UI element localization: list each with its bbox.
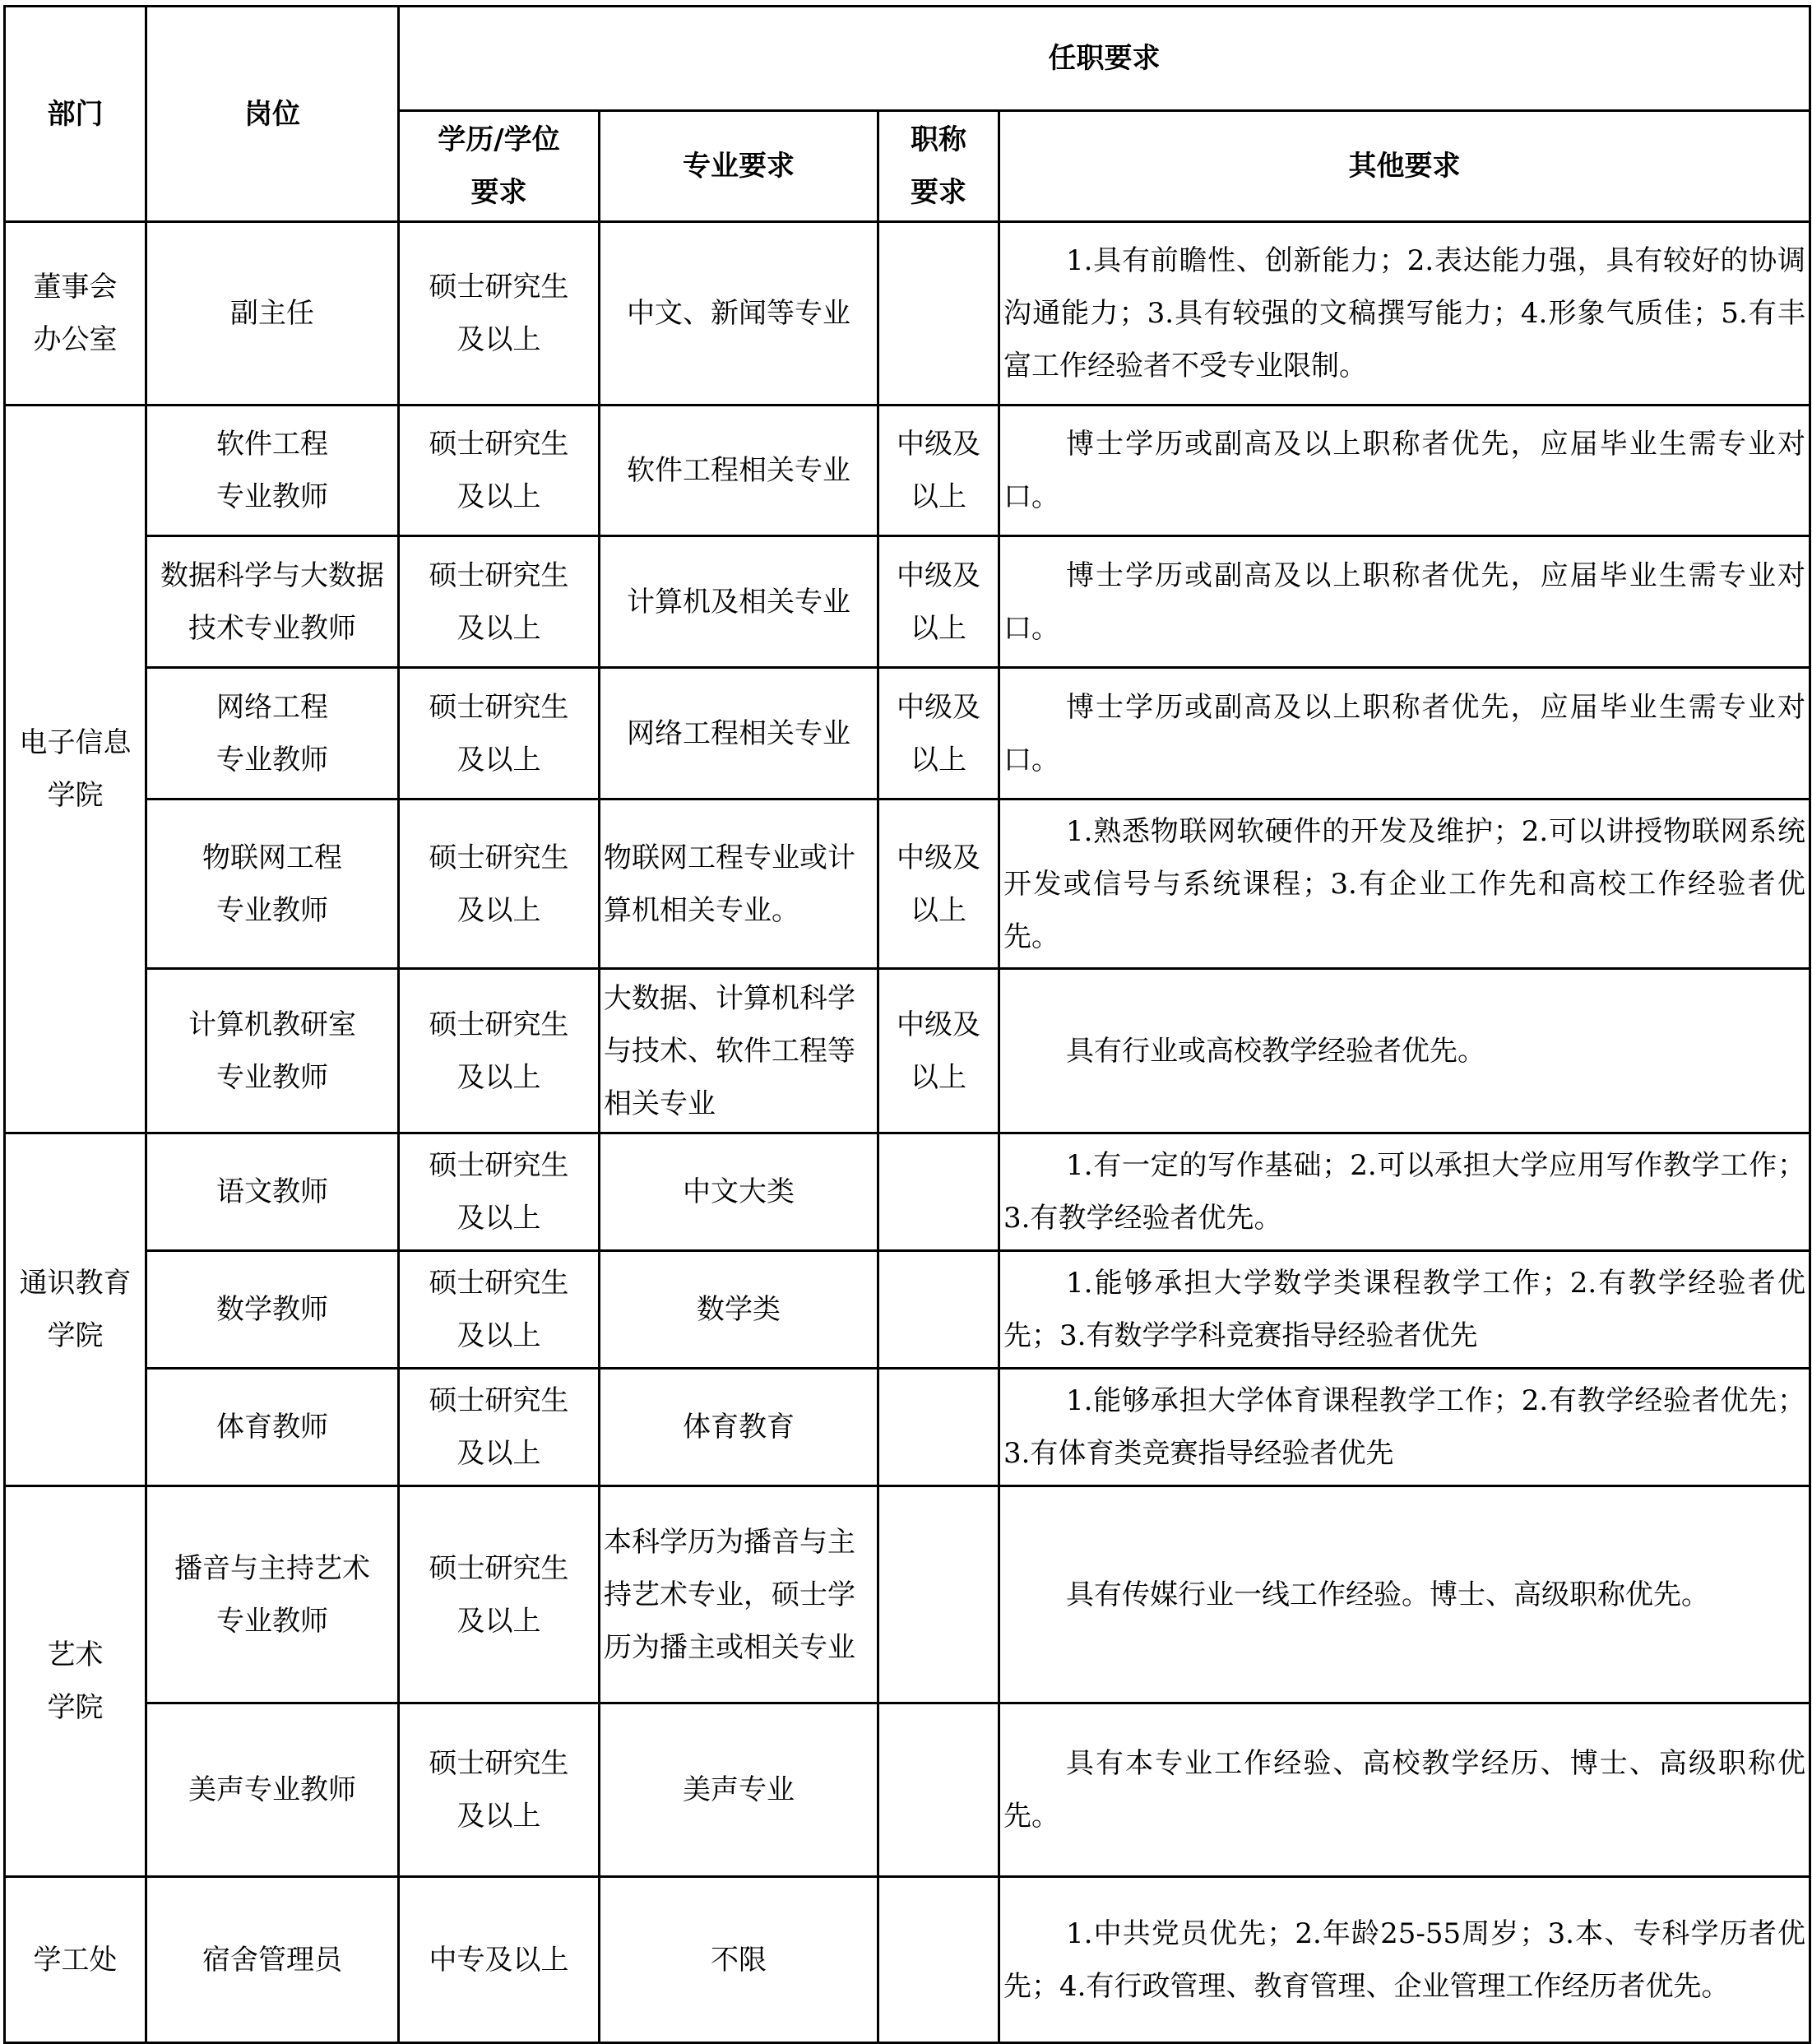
edu-cell: 硕士研究生 及以上 (399, 1703, 600, 1877)
major-cell: 本科学历为播音与主持艺术专业，硕士学历为播主或相关专业 (600, 1486, 878, 1703)
table-row (5, 668, 1810, 800)
header-major: 专业要求 (600, 111, 878, 222)
major-cell: 中文大类 (600, 1133, 878, 1251)
major-cell: 软件工程相关专业 (600, 406, 878, 536)
title-cell (878, 1877, 999, 2043)
position-cell: 网络工程 专业教师 (146, 668, 399, 800)
title-cell: 中级及 以上 (878, 668, 999, 800)
position-cell: 播音与主持艺术 专业教师 (146, 1486, 399, 1703)
title-cell (878, 1703, 999, 1877)
title-cell (878, 1251, 999, 1369)
other-cell: 博士学历或副高及以上职称者优先，应届毕业生需专业对口。 (999, 668, 1810, 800)
major-cell: 大数据、计算机科学与技术、软件工程等相关专业 (600, 969, 878, 1133)
edu-cell: 硕士研究生 及以上 (399, 406, 600, 536)
major-cell: 物联网工程专业或计算机相关专业。 (600, 800, 878, 969)
edu-cell: 硕士研究生 及以上 (399, 1251, 600, 1369)
edu-cell: 硕士研究生 及以上 (399, 800, 600, 969)
table-row (5, 1369, 1810, 1486)
position-cell: 副主任 (146, 222, 399, 406)
position-cell: 计算机教研室 专业教师 (146, 969, 399, 1133)
edu-cell: 硕士研究生 及以上 (399, 969, 600, 1133)
dept-cell: 董事会 办公室 (5, 222, 146, 406)
position-cell: 体育教师 (146, 1369, 399, 1486)
position-cell: 物联网工程 专业教师 (146, 800, 399, 969)
header-other: 其他要求 (999, 111, 1810, 222)
recruitment-table (3, 5, 1811, 2044)
title-cell (878, 222, 999, 406)
title-cell (878, 1369, 999, 1486)
other-cell: 具有传媒行业一线工作经验。博士、高级职称优先。 (999, 1486, 1810, 1703)
title-cell: 中级及 以上 (878, 969, 999, 1133)
major-cell: 体育教育 (600, 1369, 878, 1486)
major-cell: 数学类 (600, 1251, 878, 1369)
title-cell (878, 1486, 999, 1703)
position-cell: 语文教师 (146, 1133, 399, 1251)
table-row (5, 406, 1810, 536)
position-cell: 数学教师 (146, 1251, 399, 1369)
major-cell: 中文、新闻等专业 (600, 222, 878, 406)
edu-cell: 硕士研究生 及以上 (399, 1133, 600, 1251)
table-row (5, 1251, 1810, 1369)
table-row (5, 1877, 1810, 2043)
position-cell: 美声专业教师 (146, 1703, 399, 1877)
header-title: 职称 要求 (878, 111, 999, 222)
dept-cell: 艺术 学院 (5, 1486, 146, 1877)
table-row (5, 969, 1810, 1133)
dept-cell: 电子信息 学院 (5, 406, 146, 1133)
major-cell: 不限 (600, 1877, 878, 2043)
dept-cell: 学工处 (5, 1877, 146, 2043)
header-edu: 学历/学位 要求 (399, 111, 600, 222)
title-cell: 中级及 以上 (878, 406, 999, 536)
edu-cell: 硕士研究生 及以上 (399, 222, 600, 406)
header-dept: 部门 (5, 7, 146, 222)
table-row (5, 222, 1810, 406)
title-cell: 中级及 以上 (878, 800, 999, 969)
dept-cell: 通识教育 学院 (5, 1133, 146, 1486)
table-row (5, 1703, 1810, 1877)
edu-cell: 硕士研究生 及以上 (399, 536, 600, 668)
position-cell: 宿舍管理员 (146, 1877, 399, 2043)
other-cell: 具有本专业工作经验、高校教学经历、博士、高级职称优先。 (999, 1703, 1810, 1877)
other-cell: 1.有一定的写作基础；2.可以承担大学应用写作教学工作；3.有教学经验者优先。 (999, 1133, 1810, 1251)
table-row (5, 1133, 1810, 1251)
table-row (5, 800, 1810, 969)
edu-cell: 硕士研究生 及以上 (399, 1369, 600, 1486)
other-cell: 博士学历或副高及以上职称者优先，应届毕业生需专业对口。 (999, 406, 1810, 536)
major-cell: 计算机及相关专业 (600, 536, 878, 668)
position-cell: 数据科学与大数据 技术专业教师 (146, 536, 399, 668)
other-cell: 1.能够承担大学体育课程教学工作；2.有教学经验者优先；3.有体育类竞赛指导经验者优先 (999, 1369, 1810, 1486)
other-cell: 1.具有前瞻性、创新能力；2.表达能力强，具有较好的协调沟通能力；3.具有较强的文稿撰写能力；4.形象气质佳；5.有丰富工作经验者不受专业限制。 (999, 222, 1810, 406)
other-cell: 1.能够承担大学数学类课程教学工作；2.有教学经验者优先；3.有数学学科竞赛指导经验者优先 (999, 1251, 1810, 1369)
position-cell: 软件工程 专业教师 (146, 406, 399, 536)
edu-cell: 中专及以上 (399, 1877, 600, 2043)
title-cell (878, 1133, 999, 1251)
other-cell: 1.熟悉物联网软硬件的开发及维护；2.可以讲授物联网系统开发或信号与系统课程；3.有企业工作先和高校工作经验者优先。 (999, 800, 1810, 969)
table-row (5, 1486, 1810, 1703)
header-requirements: 任职要求 (399, 7, 1810, 111)
edu-cell: 硕士研究生 及以上 (399, 668, 600, 800)
header-position: 岗位 (146, 7, 399, 222)
major-cell: 网络工程相关专业 (600, 668, 878, 800)
other-cell: 博士学历或副高及以上职称者优先，应届毕业生需专业对口。 (999, 536, 1810, 668)
table-row (5, 536, 1810, 668)
title-cell: 中级及 以上 (878, 536, 999, 668)
major-cell: 美声专业 (600, 1703, 878, 1877)
other-cell: 1.中共党员优先；2.年龄25-55周岁；3.本、专科学历者优先；4.有行政管理、教育管理、企业管理工作经历者优先。 (999, 1877, 1810, 2043)
other-cell: 具有行业或高校教学经验者优先。 (999, 969, 1810, 1133)
edu-cell: 硕士研究生 及以上 (399, 1486, 600, 1703)
